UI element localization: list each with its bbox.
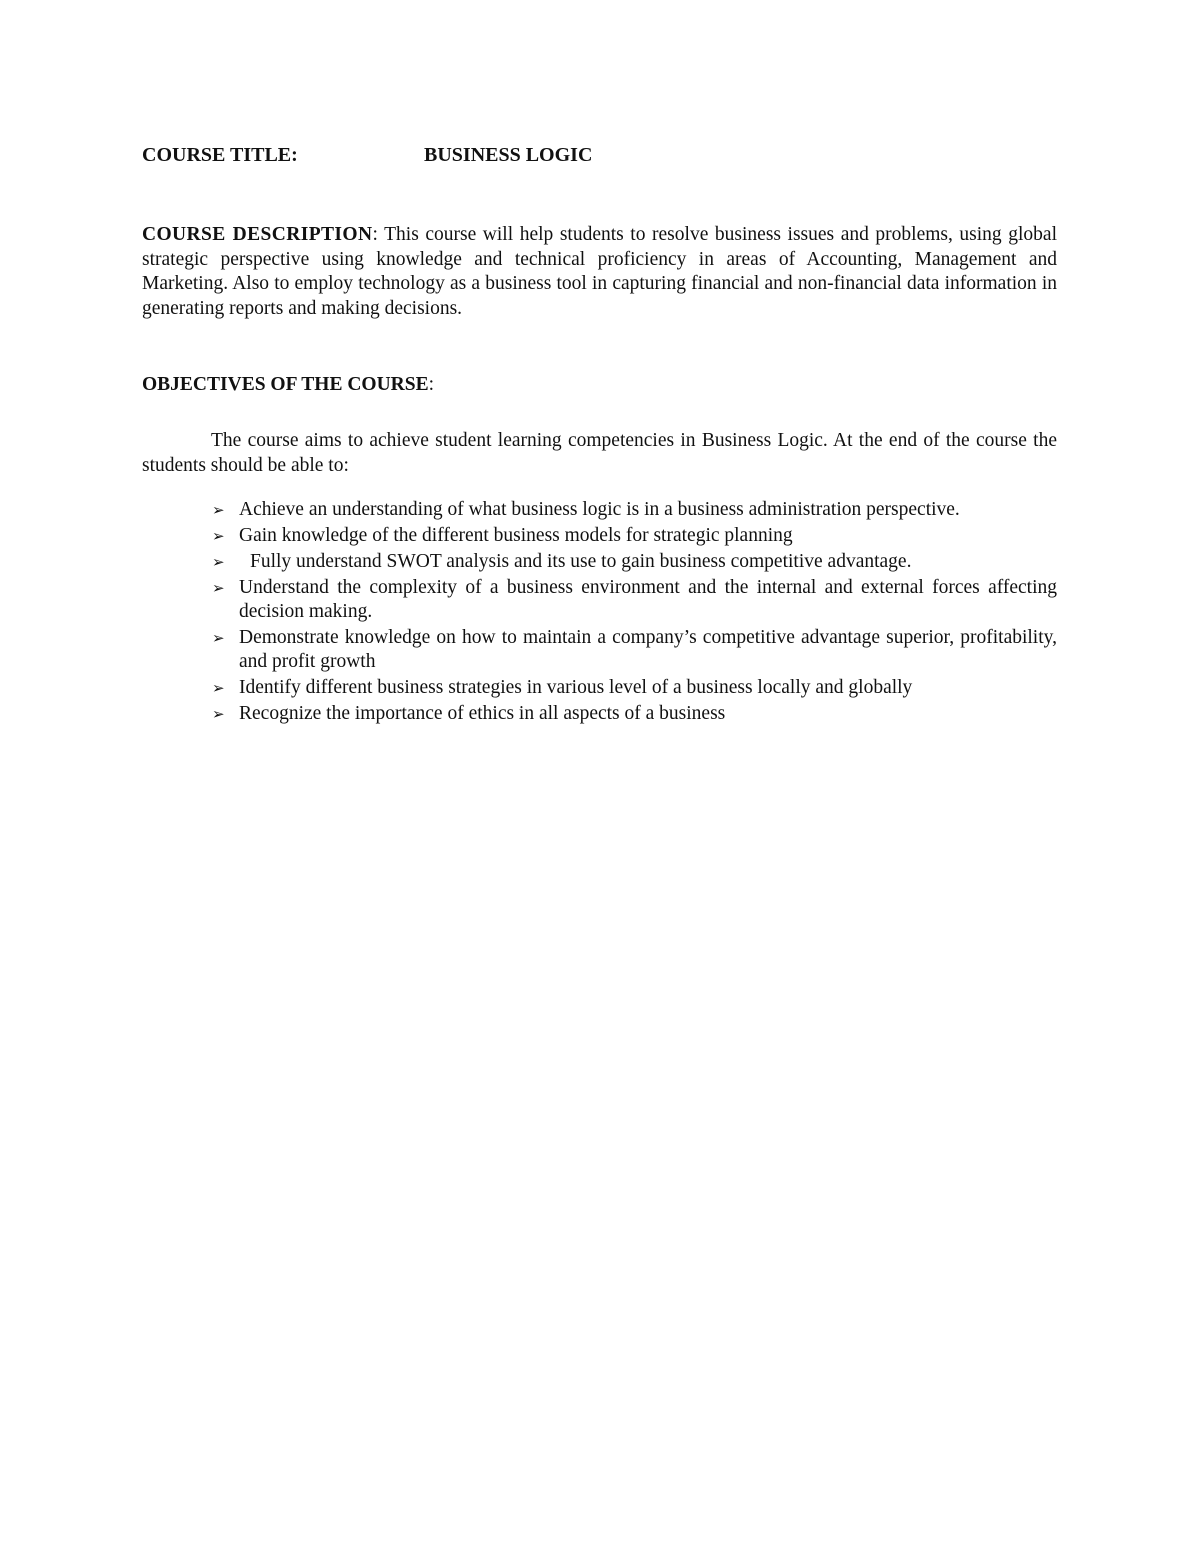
objectives-heading-text: OBJECTIVES OF THE COURSE (142, 374, 429, 395)
course-title-value: BUSINESS LOGIC (424, 144, 593, 166)
objective-text: Identify different business strategies in various level of a business locally and globally (239, 677, 913, 698)
objective-text: Fully understand SWOT analysis and its use to gain business competitive advantage. (250, 551, 912, 572)
list-item (212, 702, 1057, 726)
objective-text: Understand the complexity of a business environment and the internal and external forces affecting decision making. (239, 577, 1057, 622)
list-item (212, 576, 1057, 624)
arrowhead-bullet-icon: ➢ (212, 553, 225, 571)
objectives-heading (142, 374, 434, 396)
objective-text: Gain knowledge of the different business models for strategic planning (239, 525, 793, 546)
list-item (212, 498, 1057, 522)
list-item (212, 626, 1057, 674)
arrowhead-bullet-icon: ➢ (212, 629, 225, 647)
course-description-text: : This course will help students to resolve business issues and problems, using global strategic perspective using knowledge and technical proficiency in areas of Accounting, Management and Marketing. Also to employ technology as a business tool in capturing financial and non-financial data information in generating reports and making decisions. (142, 224, 1057, 319)
arrowhead-bullet-icon: ➢ (212, 579, 225, 597)
list-item (212, 550, 1057, 574)
arrowhead-bullet-icon: ➢ (212, 705, 225, 723)
arrowhead-bullet-icon: ➢ (212, 501, 225, 519)
course-description-label: COURSE DESCRIPTION (142, 224, 373, 245)
course-title-label: COURSE TITLE: (142, 144, 298, 166)
list-item (212, 676, 1057, 700)
course-description (142, 223, 1057, 321)
objectives-list (212, 498, 1057, 728)
objective-text: Recognize the importance of ethics in all aspects of a business (239, 703, 726, 724)
objectives-heading-colon: : (428, 374, 435, 395)
objective-text: Demonstrate knowledge on how to maintain a company’s competitive advantage superior, profitability, and profit growth (239, 627, 1057, 672)
objectives-intro: The course aims to achieve student learning competencies in Business Logic. At the end of the course the students should be able to: (142, 430, 1057, 476)
list-item (212, 524, 1057, 548)
arrowhead-bullet-icon: ➢ (212, 679, 225, 697)
course-title-line (142, 144, 592, 167)
objective-text: Achieve an understanding of what business logic is in a business administration perspective. (239, 499, 960, 520)
arrowhead-bullet-icon: ➢ (212, 527, 225, 545)
